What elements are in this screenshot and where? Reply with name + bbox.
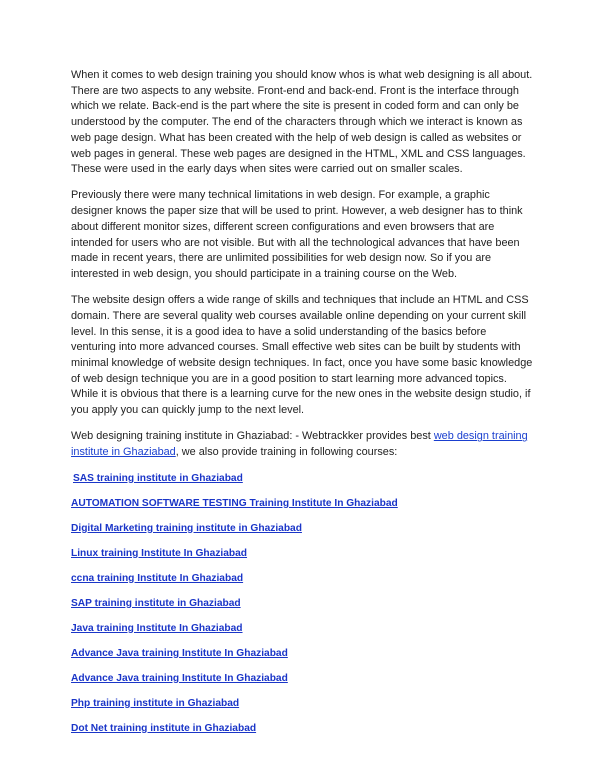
course-link-sas[interactable]: SAS training institute in Ghaziabad: [73, 472, 243, 484]
course-link-php[interactable]: Php training institute in Ghaziabad: [71, 697, 240, 709]
course-link-sap[interactable]: SAP training institute in Ghaziabad: [71, 597, 241, 609]
list-item: [71, 596, 533, 621]
paragraph-technical-limitations: Previously there were many technical limitations in web design. For example, a graphic designer knows the paper size that will be used to print. However, a web designer has to think about different monitor sizes, different screen configurations and even browsers that are intended for users who are not visible. But with all the technological advances that have been made in recent years, there are unlimited possibilities for web design now. So if you are interested in web design, you should participate in a training course on the Web.: [71, 189, 523, 280]
course-link-java[interactable]: Java training Institute In Ghaziabad: [71, 622, 243, 634]
training-intro-text: [71, 429, 533, 460]
web-design-training-link[interactable]: web design training institute in Ghaziabad: [71, 430, 528, 458]
intro-after-text: , we also provide training in following courses:: [175, 445, 398, 458]
list-item: [71, 621, 533, 646]
document-page: [71, 68, 533, 746]
list-item: [71, 696, 533, 721]
course-link-automation-testing[interactable]: AUTOMATION SOFTWARE TESTING Training Institute In Ghaziabad: [71, 497, 398, 509]
list-item: [71, 521, 533, 546]
intro-before-text: Web designing training institute in Ghaziabad: - Webtrackker provides best: [71, 430, 434, 443]
paragraph-intro-web-design: When it comes to web design training you should know whos is what web designing is all about. There are two aspects to any website. Front-end and back-end. Front is the interface through which we relate. Back-end is the part where the site is present in coded form and can only be understood by the computer. The end of the characters through which we interact is known as web page design. What has been created with the help of web design is called as websites or web pages in general. These web pages are designed in the HTML, XML and CSS languages. These were used in the early days when sites were carried out on smaller scales.: [71, 69, 533, 176]
list-item: [71, 721, 533, 746]
course-link-digital-marketing[interactable]: Digital Marketing training institute in Ghaziabad: [71, 522, 302, 534]
course-link-advance-java[interactable]: Advance Java training Institute In Ghaziabad: [71, 647, 288, 659]
list-item: [71, 546, 533, 571]
list-item: [71, 646, 533, 671]
course-link-advance-java-2[interactable]: Advance Java training Institute In Ghaziabad: [71, 672, 288, 684]
course-link-list: [71, 471, 533, 746]
course-link-ccna[interactable]: ccna training Institute In Ghaziabad: [71, 572, 244, 584]
course-link-dot-net[interactable]: Dot Net training institute in Ghaziabad: [71, 722, 257, 734]
paragraph-website-design-skills: The website design offers a wide range of skills and techniques that include an HTML and CSS domain. There are several quality web courses available online depending on your current skill level. In this sense, it is a good idea to have a solid understanding of the basics before venturing into more advanced courses. Small effective web sites can be built by students with minimal knowledge of website design techniques. In fact, once you have some basic knowledge of web design technique you are in a good position to start learning more advanced topics. While it is obvious that there is a learning curve for the new ones in the website design studio, if you apply you can quickly jump to the next level.: [71, 294, 533, 417]
list-item: [71, 471, 533, 496]
list-item: [71, 671, 533, 696]
course-link-linux[interactable]: Linux training Institute In Ghaziabad: [71, 547, 248, 559]
list-item: [71, 571, 533, 596]
list-item: [71, 496, 533, 521]
